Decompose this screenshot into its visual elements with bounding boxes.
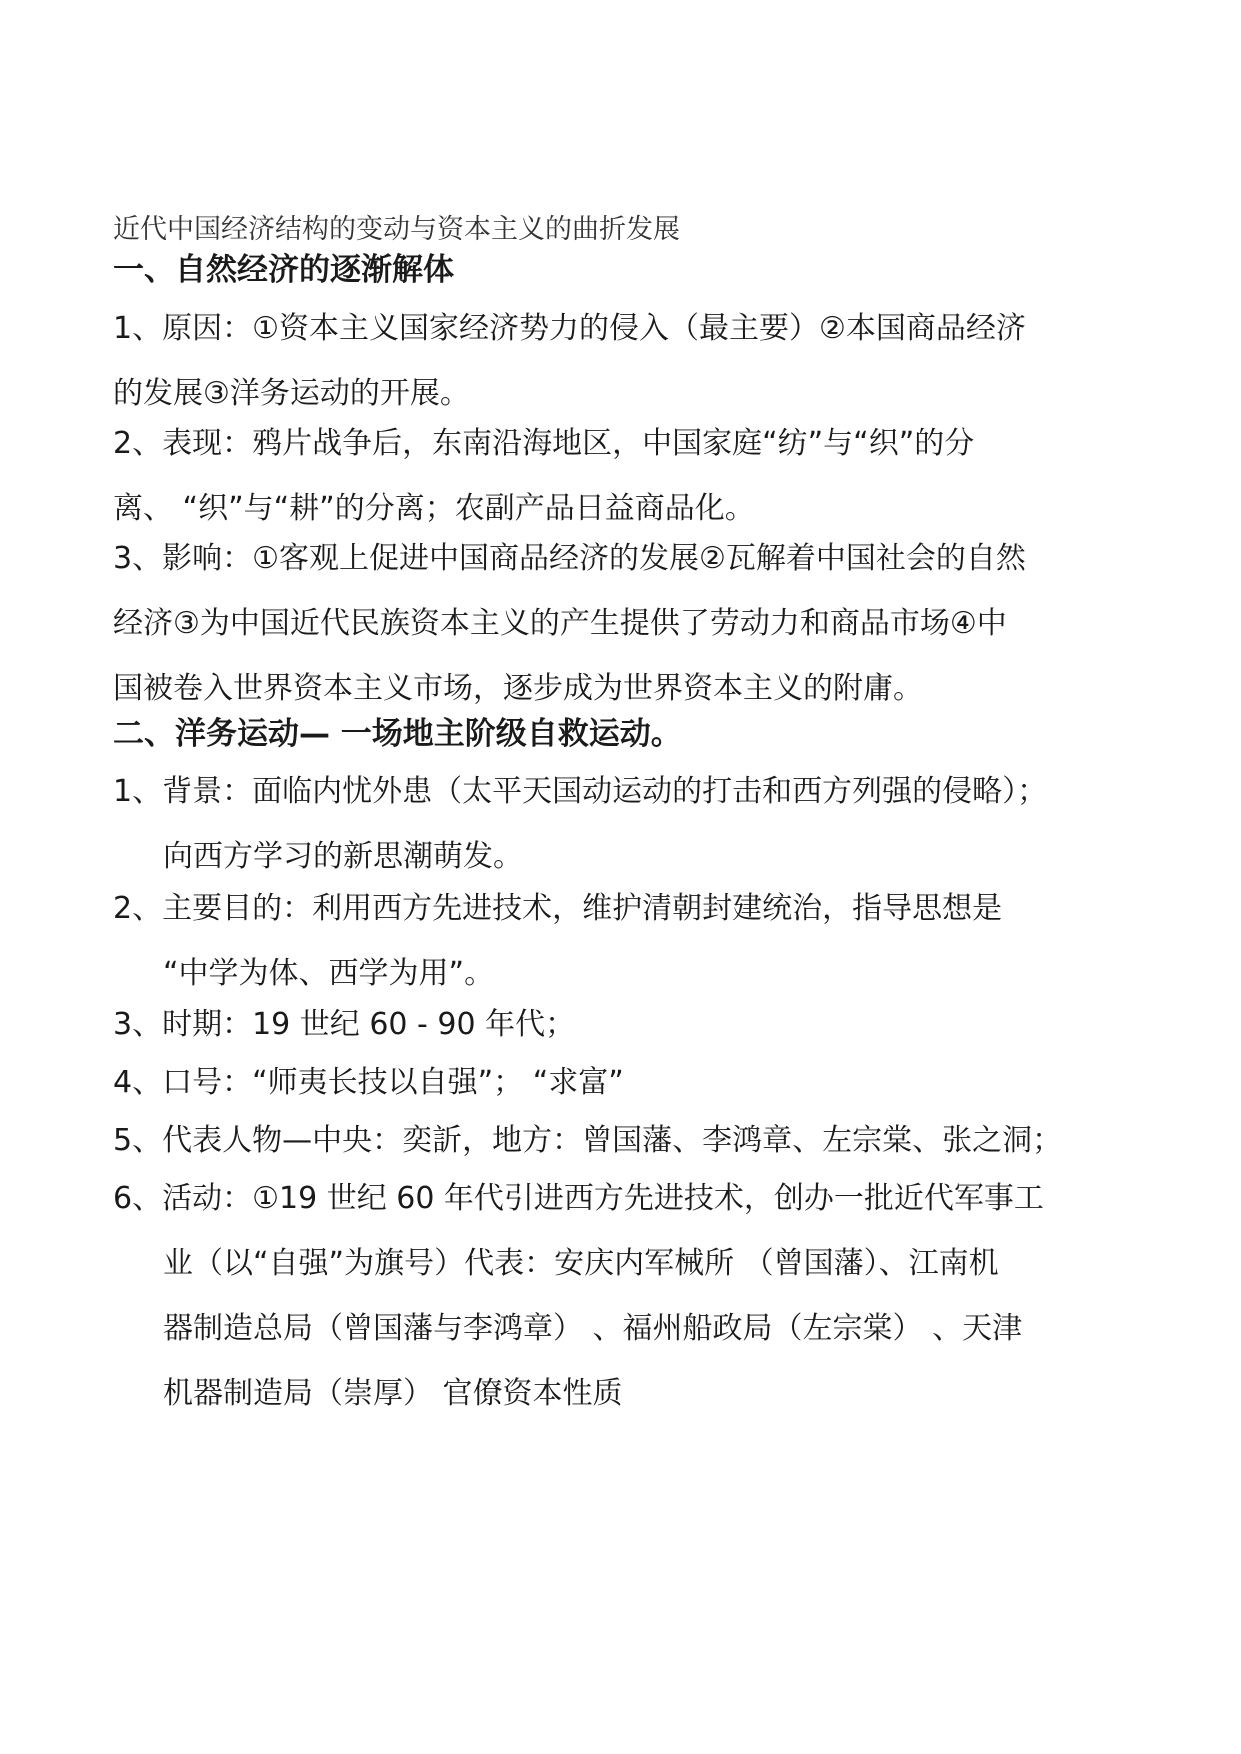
item-activities-line-4: 机器制造局（崇厚） 官僚资本性质	[163, 1376, 623, 1411]
item-influence-line-2: 经济③为中国近代民族资本主义的产生提供了劳动力和商品市场④中	[113, 606, 1007, 641]
item-influence	[113, 526, 1143, 721]
section-heading-westernization: 二、洋务运动— 一场地主阶级自救运动。	[113, 716, 682, 752]
item-period-line-1: 3、时期：19 世纪 60 - 90 年代；	[113, 1007, 576, 1042]
item-influence-line-1: 3、影响：①客观上促进中国商品经济的发展②瓦解着中国社会的自然	[113, 541, 1026, 576]
item-period	[113, 992, 1143, 1057]
section-heading-natural-economy: 一、自然经济的逐渐解体	[113, 252, 454, 288]
item-activities	[113, 1166, 1143, 1426]
item-slogan	[113, 1050, 1143, 1115]
item-manifestations-line-1: 2、表现：鸦片战争后，东南沿海地区，中国家庭“纺”与“织”的分	[113, 426, 975, 461]
item-background	[113, 759, 1143, 889]
item-purpose-line-2: “中学为体、西学为用”。	[163, 956, 495, 991]
item-activities-line-2: 业（以“自强”为旗号）代表：安庆内军械所 （曾国藩）、江南机	[163, 1246, 999, 1281]
item-manifestations	[113, 411, 1143, 541]
item-causes-line-2: 的发展③洋务运动的开展。	[113, 376, 470, 411]
item-manifestations-line-2: 离、 “织”与“耕”的分离；农副产品日益商品化。	[113, 491, 755, 526]
item-background-line-1: 1、背景：面临内忧外患（太平天国动运动的打击和西方列强的侵略）；	[113, 774, 1048, 809]
item-influence-line-3: 国被卷入世界资本主义市场，逐步成为世界资本主义的附庸。	[113, 671, 923, 706]
item-background-line-2: 向西方学习的新思潮萌发。	[163, 839, 523, 874]
document-title: 近代中国经济结构的变动与资本主义的曲折发展	[113, 214, 680, 245]
item-representatives-line-1: 5、代表人物—中央：奕訢，地方：曾国藩、李鸿章、左宗棠、张之洞；	[113, 1123, 1063, 1158]
item-activities-line-3: 器制造总局（曾国藩与李鸿章） 、福州船政局（左宗棠） 、天津	[163, 1311, 1023, 1346]
item-activities-line-1: 6、活动：①19 世纪 60 年代引进西方先进技术，创办一批近代军事工	[113, 1181, 1044, 1216]
item-representatives	[113, 1108, 1143, 1173]
item-slogan-line-1: 4、口号：“师夷长技以自强”； “求富”	[113, 1065, 624, 1100]
item-purpose-line-1: 2、主要目的：利用西方先进技术，维护清朝封建统治，指导思想是	[113, 891, 1003, 926]
item-purpose	[113, 876, 1143, 1006]
item-causes	[113, 296, 1143, 426]
item-causes-line-1: 1、原因：①资本主义国家经济势力的侵入（最主要）②本国商品经济	[113, 311, 1026, 346]
